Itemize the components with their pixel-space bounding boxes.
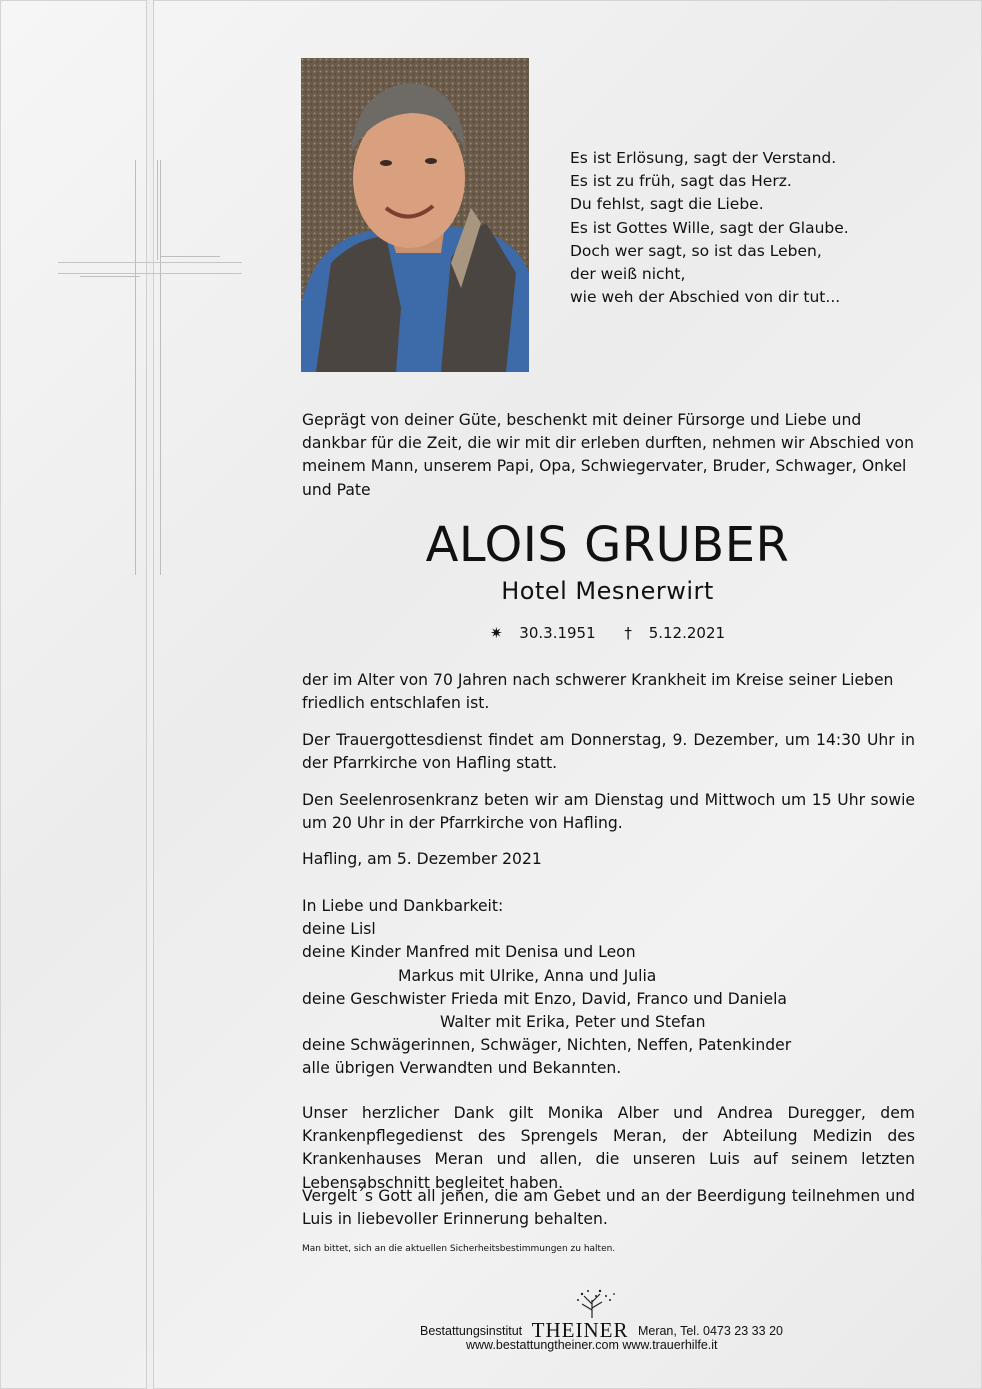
- poem-line: Doch wer sagt, so ist das Leben,: [570, 241, 822, 260]
- death-notice: der im Alter von 70 Jahren nach schwerer Krankheit im Kreise seiner Lieben friedlich entschlafen ist.: [302, 671, 894, 713]
- thanks-paragraph: Unser herzlicher Dank gilt Monika Alber und Andrea Duregger, dem Krankenpflegedienst des Sprengels Meran, der Abteilung Medizin des Krankenhauses Meran und allen, die unseren Luis auf seinem letzten Lebensabschnitt begleitet haben.: [302, 1104, 915, 1192]
- poem-line: Du fehlst, sagt die Liebe.: [570, 195, 764, 214]
- death-date: 5.12.2021: [648, 624, 726, 642]
- subtitle: Hotel Mesnerwirt: [501, 577, 714, 605]
- poem: [570, 147, 849, 309]
- tree-logo-icon: [562, 1288, 622, 1318]
- poem-line: Es ist Erlösung, sagt der Verstand.: [570, 149, 837, 167]
- poem-line: Es ist zu früh, sagt das Herz.: [570, 172, 792, 191]
- footer-brand: THEINER: [531, 1318, 629, 1342]
- safety-note: Man bittet, sich an die aktuellen Sicherheitsbestimmungen zu halten.: [302, 1244, 616, 1254]
- family-others: alle übrigen Verwandten und Bekannten.: [302, 1059, 622, 1078]
- family-inlaws: deine Schwägerinnen, Schwäger, Nichten, Neffen, Patenkinder: [302, 1036, 792, 1055]
- deceased-name: ALOIS GRUBER: [425, 517, 790, 573]
- rosary-info: Den Seelenrosenkranz beten wir am Dienstag und Mittwoch um 15 Uhr sowie um 20 Uhr in der Pfarrkirche von Hafling.: [302, 791, 915, 833]
- birth-icon: ✷: [489, 624, 503, 642]
- family-sibling-1: deine Geschwister Frieda mit Enzo, David, Franco und Daniela: [302, 989, 787, 1008]
- family-kid-1: deine Kinder Manfred mit Denisa und Leon: [302, 943, 636, 962]
- poem-line: der weiß nicht,: [570, 265, 686, 284]
- family-kid-2: Markus mit Ulrike, Anna und Julia: [398, 966, 657, 985]
- vergelts-paragraph: Vergelt´s Gott all jenen, die am Gebet und an der Beerdigung teilnehmen und Luis in liebevoller Erinnerung behalten.: [302, 1187, 915, 1229]
- life-dates: [300, 624, 915, 642]
- family-wife: deine Lisl: [302, 920, 376, 939]
- poem-line: Es ist Gottes Wille, sagt der Glaube.: [570, 218, 849, 237]
- intro-paragraph: Geprägt von deiner Güte, beschenkt mit deiner Fürsorge und Liebe und dankbar für die Zeit, die wir mit dir erleben durften, nehmen wir Abschied von meinem Mann, unserem Papi, Opa, Schwiegervater, Bruder, Schwager, Onkel und Pate: [302, 411, 914, 499]
- footer-web[interactable]: www.bestattungtheiner.com www.trauerhilfe.it: [466, 1338, 718, 1352]
- footer-contact: Meran, Tel. 0473 23 33 20: [637, 1324, 783, 1338]
- funeral-service: Der Trauergottesdienst findet am Donnerstag, 9. Dezember, um 14:30 Uhr in der Pfarrkirche von Hafling statt.: [302, 731, 915, 773]
- poem-line: wie weh der Abschied von dir tut...: [570, 288, 841, 307]
- family-heading: In Liebe und Dankbarkeit:: [302, 897, 504, 915]
- death-icon: †: [624, 624, 632, 642]
- footer-institute: Bestattungsinstitut: [420, 1324, 523, 1338]
- place-date: Hafling, am 5. Dezember 2021: [302, 850, 542, 868]
- family-list: [302, 895, 915, 1081]
- family-sibling-2: Walter mit Erika, Peter und Stefan: [440, 1013, 706, 1032]
- portrait-photo: [301, 58, 529, 372]
- birth-date: 30.3.1951: [519, 624, 596, 642]
